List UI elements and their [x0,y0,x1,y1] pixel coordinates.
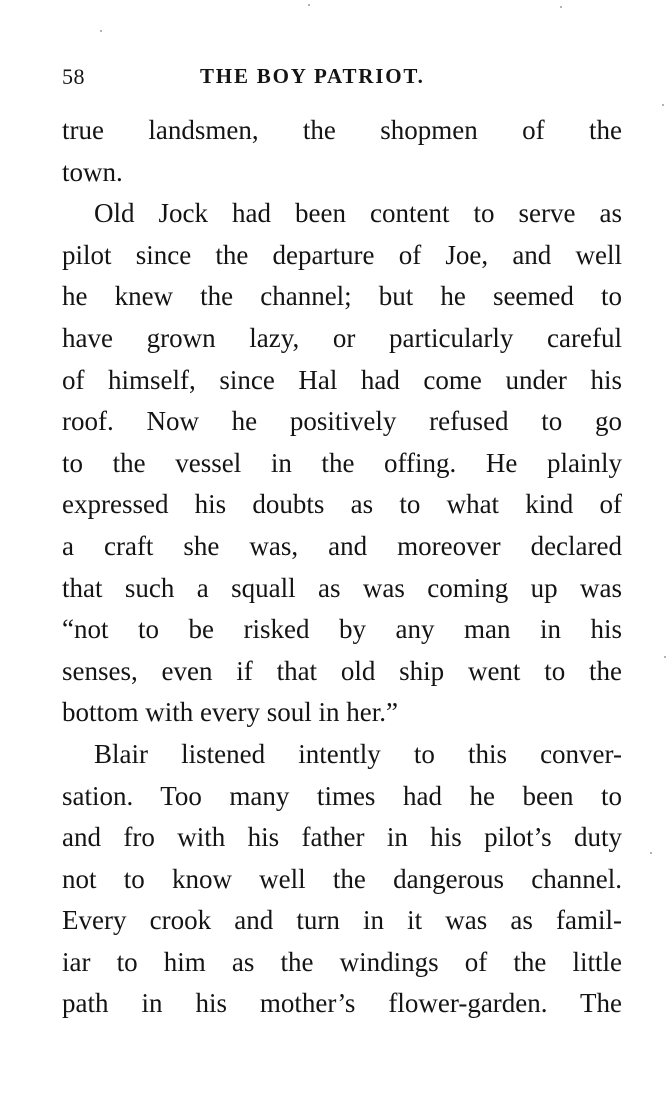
text-line: bottom with every soul in her.” [62,697,398,728]
text-line: Every crook and turn in it was as famil- [62,905,622,936]
page-header [62,64,622,94]
text-line: pilot since the departure of Joe, and well [62,239,622,270]
text-line: he knew the channel; but he seemed to [62,281,622,312]
text-line: senses, even if that old ship went to the [62,655,622,686]
text-line: expressed his doubts as to what kind of [62,489,622,520]
text-line: of himself, since Hal had come under his [62,364,622,395]
text-line: iar to him as the windings of the little [62,946,622,977]
text-line: to the vessel in the offing. He plainly [62,447,622,478]
text-line: Old Jock had been content to serve as [94,198,622,229]
text-line: that such a squall as was coming up was [62,572,622,603]
text-line: roof. Now he positively refused to go [62,406,622,437]
text-line: have grown lazy, or particularly careful [62,322,622,353]
text-line: sation. Too many times had he been to [62,780,622,811]
running-title: THE BOY PATRIOT. [200,64,425,88]
body-text [62,110,622,1025]
text-line: path in his mother’s flower-garden. The [62,988,622,1019]
text-line: “not to be risked by any man in his [62,614,622,645]
page-number: 58 [62,64,85,89]
text-line: and fro with his father in his pilot’s duty [62,822,622,853]
text-line: town. [62,156,123,187]
text-line: not to know well the dangerous channel. [62,863,622,894]
text-line: Blair listened intently to this conver- [94,738,622,769]
text-line: a craft she was, and moreover declared [62,530,622,561]
text-line: true landsmen, the shopmen of the [62,115,622,145]
